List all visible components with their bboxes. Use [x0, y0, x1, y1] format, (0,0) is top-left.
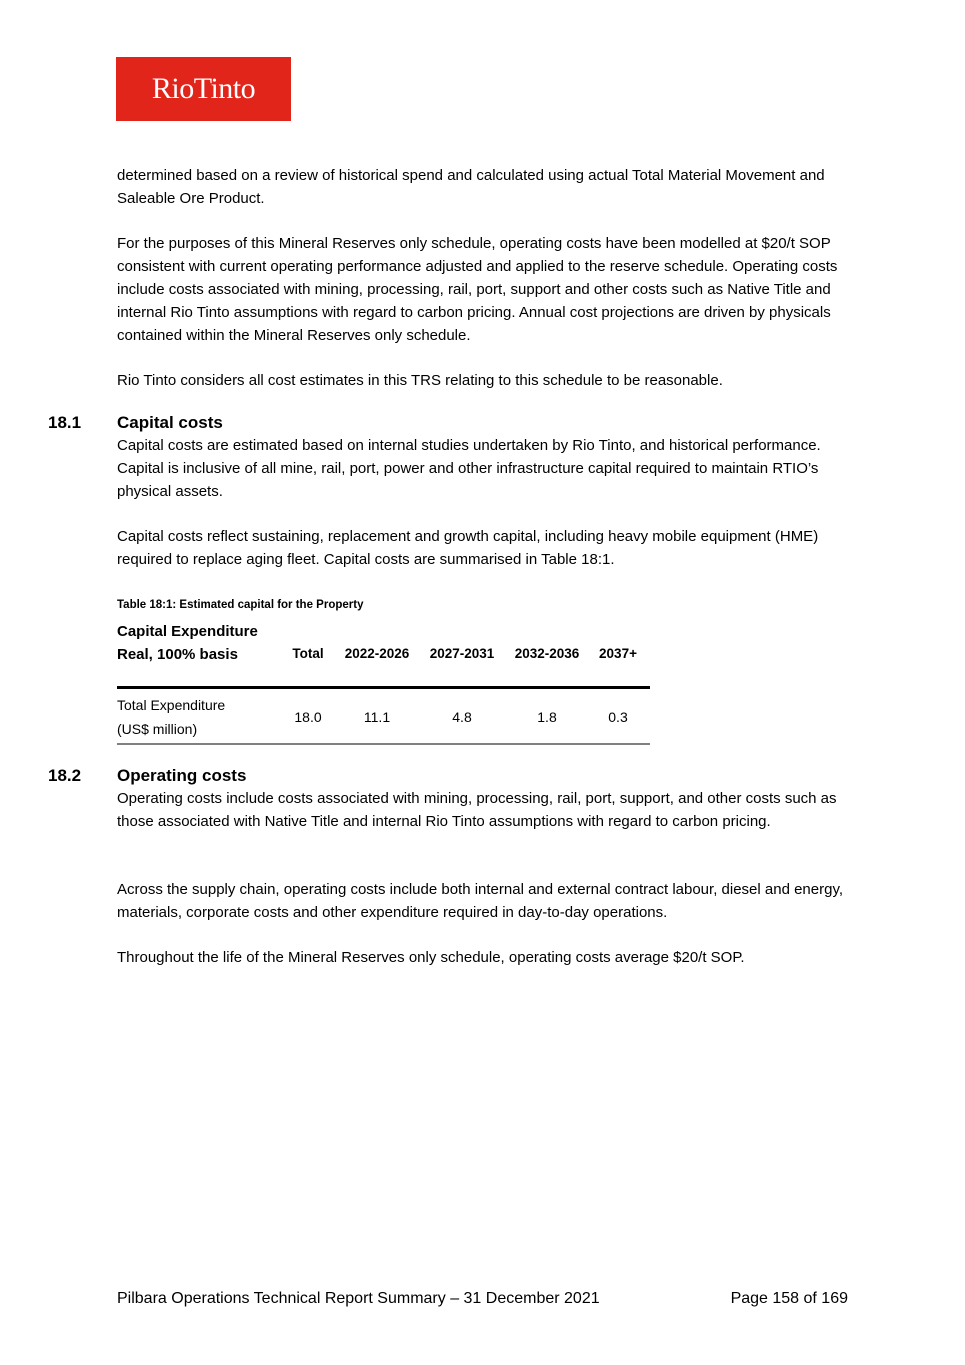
table-bottom-rule — [117, 743, 650, 745]
footer-page-number: Page 158 of 169 — [730, 1290, 848, 1307]
operating-costs-paragraph-1: Operating costs include costs associated with mining, processing, rail, port, support, and other costs such as those associated with Native Title and internal Rio Tinto assumptions with regard to carbon pricing. — [117, 790, 837, 830]
table-header-title: Capital Expenditure — [117, 623, 258, 640]
cell-2022-2026: 11.1 — [363, 709, 391, 725]
section-number-18-1: 18.1 — [48, 413, 82, 432]
cell-2027-2031: 4.8 — [452, 709, 472, 725]
column-header-2032-2036: 2032-2036 — [514, 646, 580, 661]
table-header-subtitle: Real, 100% basis — [117, 646, 238, 663]
intro-paragraph-2: For the purposes of this Mineral Reserves only schedule, operating costs have been modelled at $20/t SOP consistent with current operating performance adjusted and applied to the reserve schedule. Operating costs include costs associated with mining, processing, rail, port, support and other costs such as Native Title and internal Rio Tinto assumptions with regard to carbon pricing. Annual cost projections are driven by physicals contained within the Mineral Reserves only schedule. — [117, 235, 838, 344]
intro-paragraph-3: Rio Tinto considers all cost estimates in this TRS relating to this schedule to be reasonable. — [117, 372, 723, 389]
operating-costs-paragraph-3: Throughout the life of the Mineral Reserves only schedule, operating costs average $20/t SOP. — [117, 949, 745, 966]
capital-costs-paragraph-1: Capital costs are estimated based on internal studies undertaken by Rio Tinto, and historical performance. Capital is inclusive of all mine, rail, port, power and other infrastructure capital required to maintain RTIO’s physical assets. — [117, 437, 821, 500]
cell-2032-2036: 1.8 — [537, 709, 557, 725]
rio-tinto-logo — [116, 57, 291, 121]
capital-costs-paragraph-2: Capital costs reflect sustaining, replacement and growth capital, including heavy mobile equipment (HME) required to replace aging fleet. Capital costs are summarised in Table 18:1. — [117, 528, 819, 568]
column-header-total: Total — [292, 646, 324, 661]
column-header-2037-plus: 2037+ — [599, 646, 637, 661]
capital-expenditure-table — [117, 620, 650, 745]
row-label-units: (US$ million) — [117, 721, 198, 737]
cell-total: 18.0 — [294, 709, 322, 725]
row-label-total-expenditure: Total Expenditure — [117, 697, 226, 713]
section-title-operating-costs: Operating costs — [117, 766, 247, 785]
operating-costs-paragraph-2: Across the supply chain, operating costs include both internal and external contract labour, diesel and energy, materials, corporate costs and other expenditure required in day-to-day operations. — [117, 881, 843, 921]
cell-2037-plus: 0.3 — [608, 709, 628, 725]
table-caption: Table 18:1: Estimated capital for the Property — [117, 599, 364, 611]
logo-text: RioTinto — [151, 72, 256, 105]
table-header-rule — [117, 686, 650, 689]
intro-paragraph-1: determined based on a review of historical spend and calculated using actual Total Material Movement and Saleable Ore Product. — [117, 167, 825, 207]
section-title-capital-costs: Capital costs — [117, 413, 223, 432]
column-header-2022-2026: 2022-2026 — [344, 646, 410, 661]
column-header-2027-2031: 2027-2031 — [429, 646, 495, 661]
footer-report-title: Pilbara Operations Technical Report Summary – 31 December 2021 — [117, 1290, 600, 1307]
section-number-18-2: 18.2 — [48, 766, 82, 785]
